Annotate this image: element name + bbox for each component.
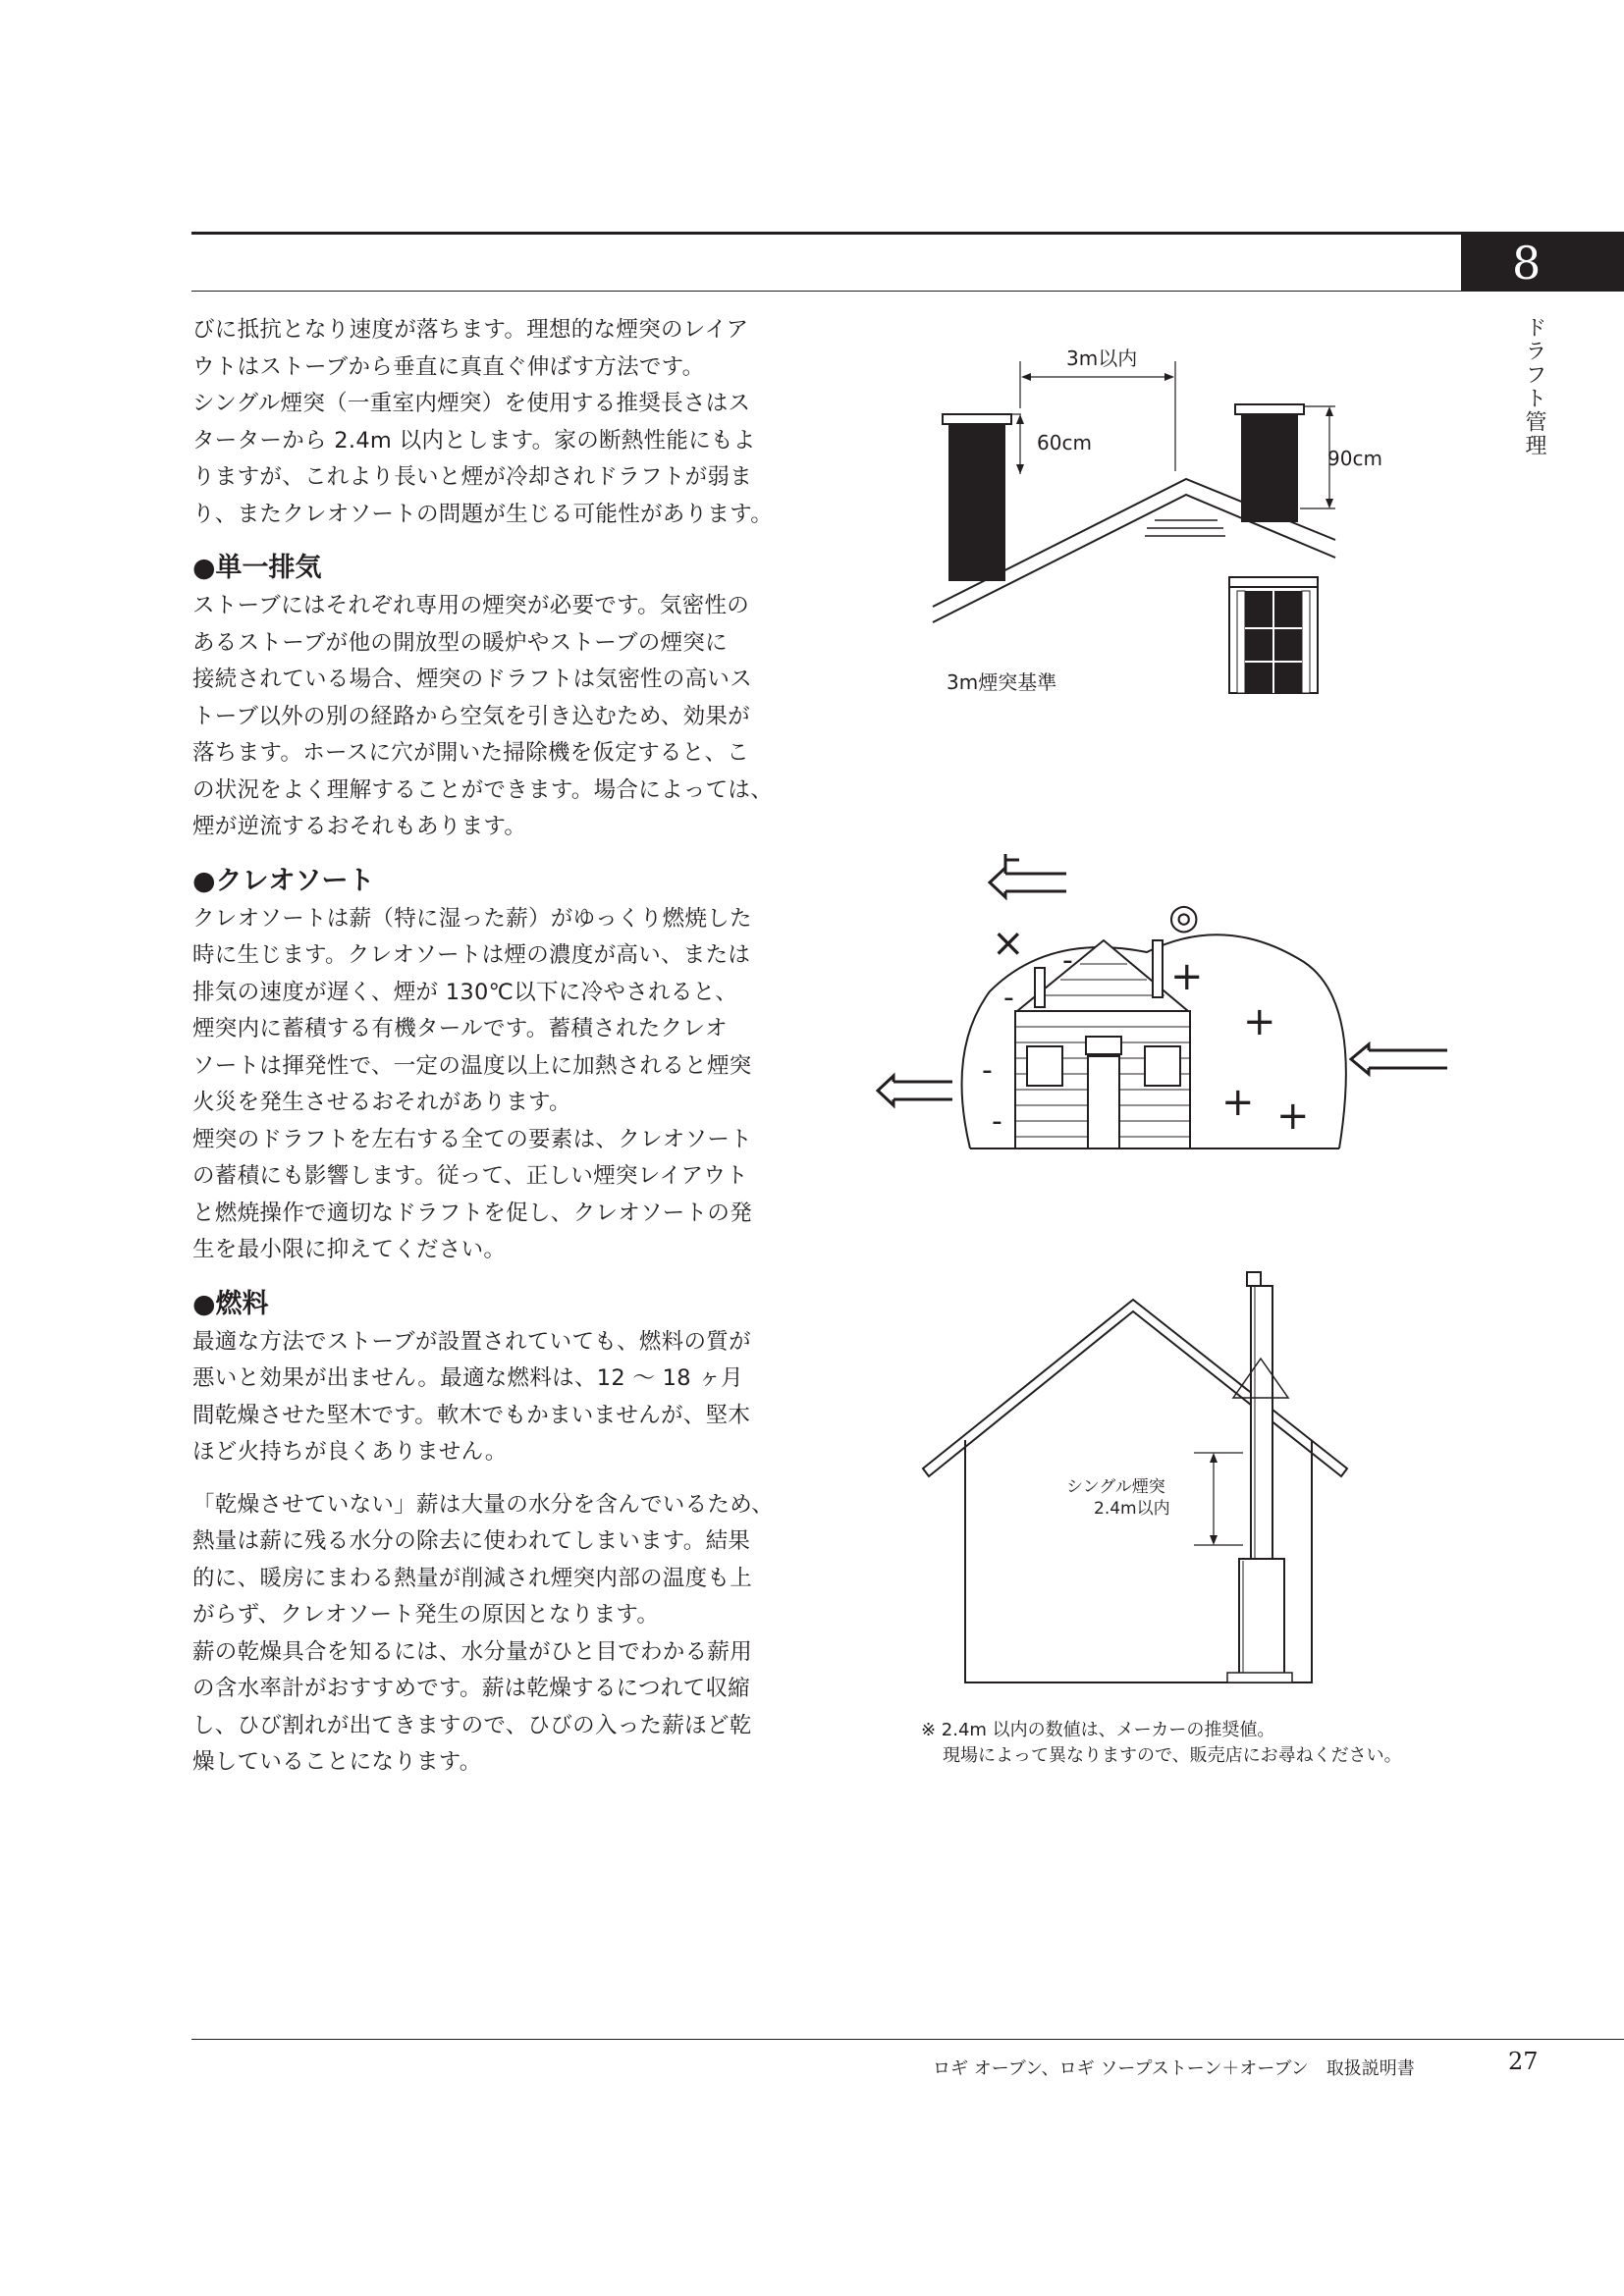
text-line: の状況をよく理解することができます。場合によっては、 <box>192 776 774 803</box>
cross-mark-icon: × <box>992 921 1025 966</box>
intro-paragraph <box>192 312 782 533</box>
text-line: の蓄積にも影響します。従って、正しい煙突レイアウト <box>192 1163 748 1189</box>
manual-title: ロギ オーブン、ロギ ソープストーン＋オーブン 取扱説明書 <box>933 2058 1415 2079</box>
minus-sign-icon: - <box>982 1053 993 1088</box>
section-heading-creosote: ●クレオソート <box>192 865 375 896</box>
wind-arrow-icon <box>1005 854 1019 874</box>
text-line: びに抵抗となり速度が落ちます。理想的な煙突のレイア <box>192 317 749 343</box>
wind-pressure-figure <box>852 854 1461 1168</box>
plus-sign-icon: + <box>1243 999 1276 1044</box>
text-line: 煙突内に蓄積する有機タールです。蓄積されたクレオ <box>192 1016 728 1041</box>
text-line: 生を最小限に抑えてください。 <box>192 1237 507 1262</box>
text-line: りますが、これより長いと煙が冷却されドラフトが弱ま <box>192 464 753 490</box>
text-line: あるストーブが他の開放型の暖炉やストーブの煙突に <box>192 629 728 656</box>
single-flue-figure <box>919 1260 1371 1692</box>
text-line: クレオソートは薪（特に湿った薪）がゆっくり燃焼した <box>192 905 752 932</box>
text-line: し、ひび割れが出てきますので、ひびの入った薪ほど乾 <box>192 1712 752 1738</box>
text-line: ウトはストーブから垂直に真直ぐ伸ばす方法です。 <box>192 353 705 380</box>
label-single-flue: シングル煙突 <box>1066 1477 1165 1497</box>
text-line: 間乾燥させた堅木です。軟木でもかまいませんが、堅木 <box>192 1402 751 1428</box>
figure-caption: 3m煙突基準 <box>947 670 1057 694</box>
text-line: ソートは揮発性で、一定の温度以上に加熱されると煙突 <box>192 1052 752 1079</box>
header-rule <box>191 232 1624 235</box>
label-3m: 3m以内 <box>1066 347 1138 370</box>
label-90cm: 90cm <box>1327 447 1382 470</box>
text-line: 火災を発生させるおそれがあります。 <box>192 1090 571 1115</box>
text-line: 悪いと効果が出ません。最適な燃料は、12 ～ 18 ヶ月 <box>192 1365 743 1391</box>
wind-arrow-top-icon <box>990 868 1066 897</box>
text-line: の含水率計がおすすめです。薪は乾燥するにつれて収縮 <box>192 1676 750 1701</box>
text-line: 煙が逆流するおそれもあります。 <box>192 814 527 839</box>
text-line: ほど火持ちが良くありません。 <box>192 1439 508 1465</box>
text-line: トーブ以外の別の経路から空気を引き込むため、効果が <box>192 703 750 729</box>
body-text <box>192 312 782 1782</box>
page-number: 27 <box>1508 2048 1539 2075</box>
text-line: り、またクレオソートの問題が生じる可能性があります。 <box>192 501 774 527</box>
wind-arrow-right-icon <box>1351 1044 1447 1074</box>
text-line: シングル煙突（一重室内煙突）を使用する推奨長さはス <box>192 391 751 416</box>
text-line: ストーブにはそれぞれ専用の煙突が必要です。気密性の <box>192 593 750 618</box>
minus-sign-icon: - <box>992 1104 1002 1139</box>
text-line: 的に、暖房にまわる熱量が削減され煙突内部の温度も上 <box>192 1565 753 1591</box>
text-line: 接続されている場合、煙突のドラフトは気密性の高いス <box>192 667 753 692</box>
header-subrule <box>191 291 1624 292</box>
chapter-title: ドラフト管理 <box>1522 316 1546 457</box>
text-line: 熱量は薪に残る水分の除去に使われてしまいます。結果 <box>192 1528 751 1554</box>
text-line: 最適な方法でストーブが設置されていても、燃料の質が <box>192 1328 751 1355</box>
chimney-3m-rule-figure <box>923 334 1382 707</box>
plus-sign-icon: + <box>1221 1080 1255 1125</box>
text-line: 排気の速度が遅く、煙が 130℃以下に冷やされると、 <box>192 979 738 1005</box>
section-heading-single-flue: ●単一排気 <box>192 553 322 583</box>
text-line: 薪の乾燥具合を知るには、水分量がひと目でわかる薪用 <box>192 1638 753 1665</box>
text-line: 落ちます。ホースに穴が開いた掃除機を仮定すると、こ <box>192 740 750 766</box>
text-line: と燃焼操作で適切なドラフトを促し、クレオソートの発 <box>192 1200 753 1226</box>
text-line: 燥していることになります。 <box>192 1749 482 1775</box>
plus-sign-icon: + <box>1276 1094 1310 1139</box>
footnote-line: 現場によって異なりますので、販売店にお尋ねください。 <box>943 1745 1402 1766</box>
double-circle-icon: ◎ <box>1168 897 1200 937</box>
chapter-number-tab: 8 <box>1461 235 1624 292</box>
text-line: 煙突のドラフトを左右する全ての要素は、クレオソート <box>192 1126 753 1152</box>
text-line: ターターから 2.4m 以内とします。家の断熱性能にもよ <box>192 427 756 454</box>
section-single-flue-text <box>192 588 782 846</box>
minus-sign-icon: - <box>1062 943 1073 978</box>
section-fuel-text <box>192 1324 782 1782</box>
minus-sign-icon: - <box>1003 981 1014 1015</box>
footer-rule <box>191 2039 1624 2040</box>
plus-sign-icon: + <box>1170 954 1204 999</box>
wind-arrow-left-icon <box>878 1076 952 1105</box>
figure-footnote <box>921 1718 1402 1769</box>
section-heading-fuel: ●燃料 <box>192 1288 269 1319</box>
label-60cm: 60cm <box>1037 431 1092 454</box>
text-line: 時に生じます。クレオソートは煙の濃度が高い、または <box>192 942 751 968</box>
footnote-line: ※ 2.4m 以内の数値は、メーカーの推奨値。 <box>921 1720 1275 1740</box>
text-line: 「乾燥させていない」薪は大量の水分を含んでいるため、 <box>192 1491 774 1518</box>
text-line: がらず、クレオソート発生の原因となります。 <box>192 1602 660 1628</box>
label-2-4m: 2.4m以内 <box>1094 1499 1170 1519</box>
section-creosote-text <box>192 901 782 1269</box>
